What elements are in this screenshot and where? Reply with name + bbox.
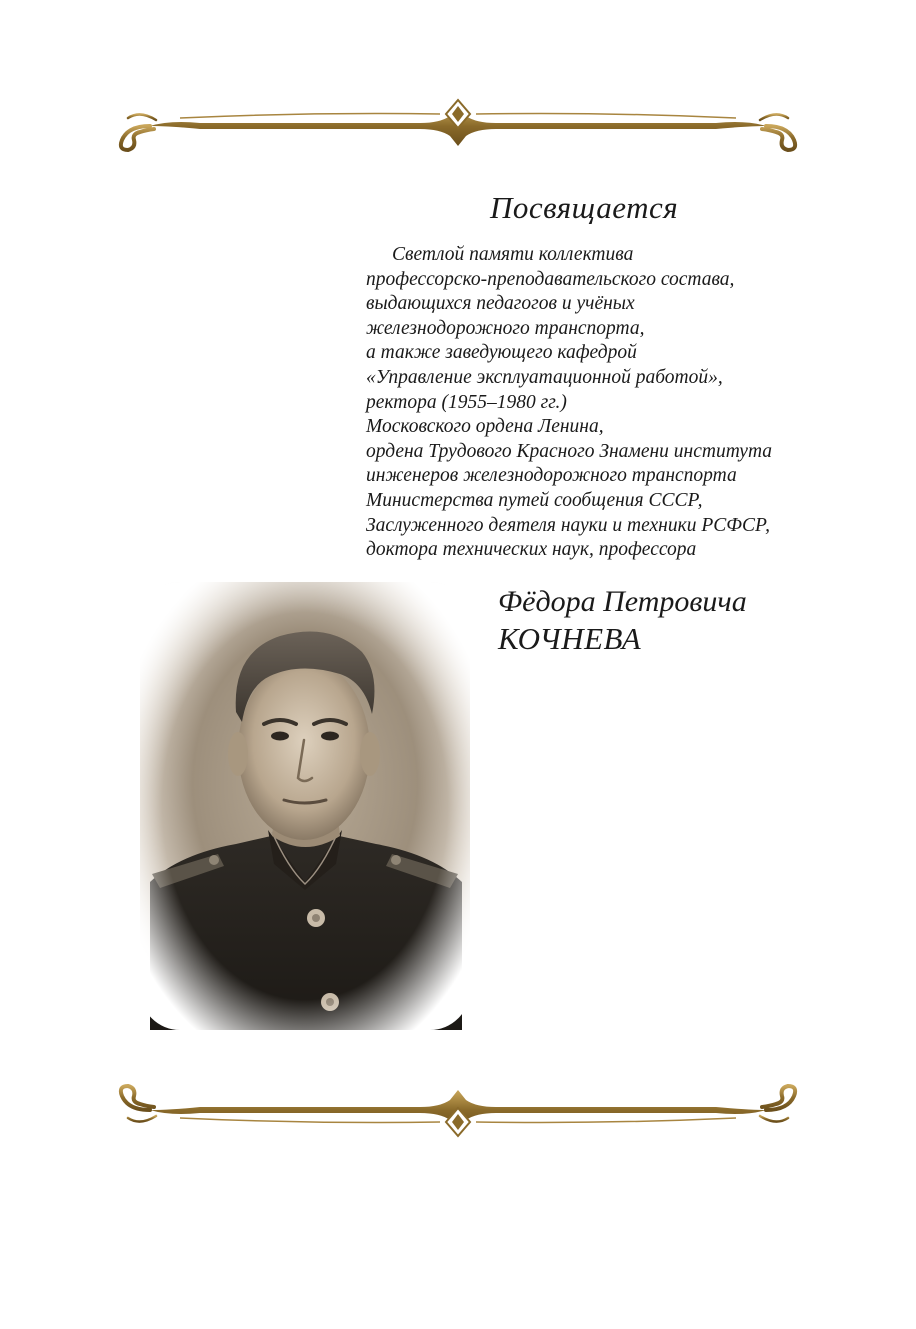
dedication-line: Светлой памяти коллектива bbox=[392, 244, 634, 265]
dedication-line: инженеров железнодорожного транспорта bbox=[366, 465, 737, 487]
dedication-line: Московского ордена Ленина, bbox=[366, 416, 604, 438]
dedication-line: ректора (1955–1980 гг.) bbox=[366, 391, 567, 413]
person-first-names: Фёдора Петровича bbox=[498, 585, 747, 618]
dedication-line: доктора технических наук, профессора bbox=[366, 539, 697, 561]
dedication-title: Посвящается bbox=[490, 190, 679, 225]
dedication-line: железнодорожного транспорта, bbox=[366, 317, 645, 339]
dedication-line: ордена Трудового Красного Знамени института bbox=[366, 440, 773, 462]
dedication-line: профессорско-преподавательского состава, bbox=[366, 268, 735, 290]
person-surname: КОЧНЕВА bbox=[498, 621, 642, 656]
dedication-line: а также заведующего кафедрой bbox=[366, 342, 637, 364]
dedication-line: «Управление эксплуатационной работой», bbox=[366, 366, 723, 388]
ornament-divider-top-icon bbox=[110, 96, 806, 156]
dedication-line: Министерства путей сообщения СССР, bbox=[366, 489, 703, 511]
dedication-line: выдающихся педагогов и учёных bbox=[366, 293, 635, 315]
portrait-photo-icon bbox=[140, 582, 470, 1030]
dedication-text bbox=[366, 243, 806, 563]
dedication-line: Заслуженного деятеля науки и техники РСФСР, bbox=[366, 514, 771, 536]
ornament-divider-bottom-icon bbox=[110, 1080, 806, 1140]
